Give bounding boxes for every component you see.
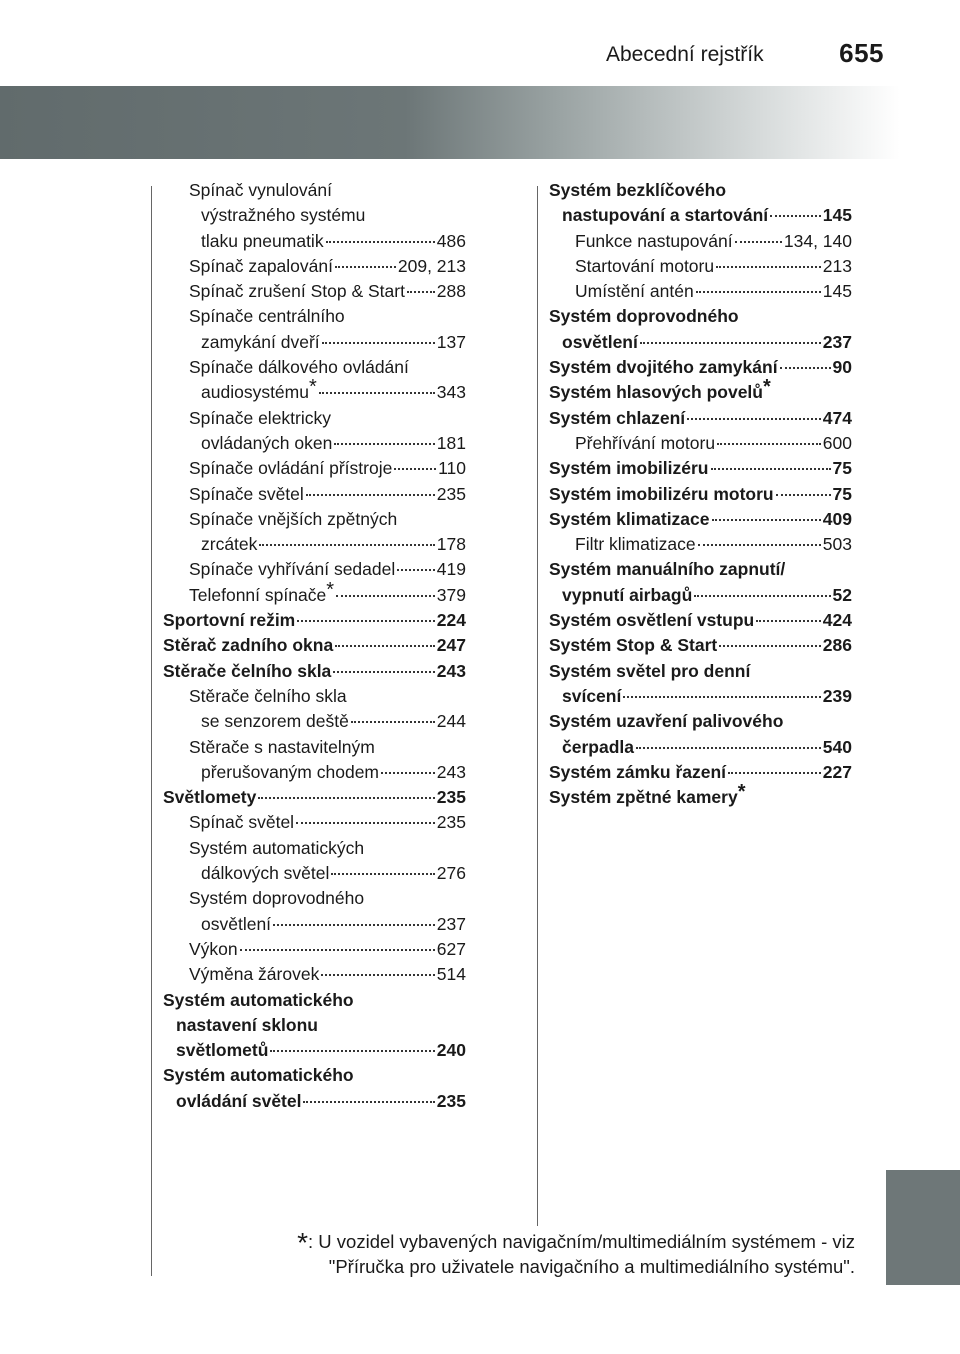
dot-leader xyxy=(240,949,435,951)
entry-term: Systém Stop & Start xyxy=(549,635,718,656)
page-reference[interactable]: 134, 140 xyxy=(783,230,852,251)
index-entry xyxy=(163,785,466,810)
index-entry xyxy=(549,304,852,355)
page-reference[interactable]: 379 xyxy=(436,584,466,605)
index-entry xyxy=(549,482,852,507)
index-entry xyxy=(549,557,852,608)
index-entry xyxy=(163,355,466,406)
page-reference[interactable]: 209, 213 xyxy=(397,255,466,276)
entry-term: Systém automatického xyxy=(163,1065,354,1086)
entry-term: Systém bezklíčového xyxy=(549,180,727,200)
index-entry xyxy=(163,608,466,633)
dot-leader xyxy=(716,266,821,268)
dot-leader xyxy=(258,797,434,799)
index-entry xyxy=(549,229,852,254)
index-entry xyxy=(549,659,852,710)
index-entry xyxy=(163,659,466,684)
page-reference[interactable]: 503 xyxy=(822,534,852,555)
entry-term: Spínače dálkového ovládání xyxy=(189,357,409,378)
page-reference[interactable]: 474 xyxy=(822,407,852,428)
dot-leader xyxy=(407,291,435,293)
page-reference[interactable]: 237 xyxy=(436,913,466,934)
entry-term: Systém imobilizéru motoru xyxy=(549,483,774,504)
dot-leader xyxy=(756,620,821,622)
index-entry xyxy=(163,962,466,987)
page-reference[interactable]: 224 xyxy=(436,610,466,631)
page-reference[interactable]: 227 xyxy=(822,761,852,782)
header-band xyxy=(0,86,900,159)
dot-leader xyxy=(334,443,434,445)
dot-leader xyxy=(687,418,821,420)
entry-term: svícení xyxy=(562,685,622,706)
entry-term: audiosystému* xyxy=(201,376,317,403)
index-entry xyxy=(163,836,466,887)
entry-term: výstražného systému xyxy=(201,205,366,226)
dot-leader xyxy=(623,696,820,698)
index-entry xyxy=(163,406,466,457)
entry-term: zamykání dveří xyxy=(201,331,320,352)
page-reference[interactable]: 288 xyxy=(436,281,466,302)
index-entry xyxy=(163,988,466,1064)
footnote-line-1: : U vozidel vybavených navigačním/multimediálním systémem - viz xyxy=(308,1231,855,1252)
entry-term: Funkce nastupování xyxy=(575,230,733,251)
entry-term: Spínače centrálního xyxy=(189,306,345,327)
dot-leader xyxy=(770,215,821,217)
column-divider xyxy=(537,186,538,1226)
index-entry xyxy=(549,532,852,557)
entry-term: ovládaných oken xyxy=(201,432,333,453)
entry-term: Systém automatického xyxy=(163,989,354,1010)
index-column-right xyxy=(549,178,852,810)
entry-term: se senzorem deště xyxy=(201,711,349,732)
dot-leader xyxy=(322,342,435,344)
entry-term: Systém uzavření palivového xyxy=(549,711,784,732)
entry-term: tlaku pneumatik xyxy=(201,230,324,251)
entry-term: Systém osvětlení vstupu xyxy=(549,610,755,631)
index-entry xyxy=(163,279,466,304)
dot-leader xyxy=(303,1101,434,1103)
page-reference[interactable]: 235 xyxy=(436,787,466,808)
entry-term: Spínače vyhřívání sedadel xyxy=(189,559,396,580)
entry-term: Spínač zapalování xyxy=(189,255,333,276)
dot-leader xyxy=(719,645,821,647)
index-entry xyxy=(549,760,852,785)
entry-term: Stěrače s nastavitelným xyxy=(189,736,375,757)
entry-term: Spínač vynulování xyxy=(189,180,333,200)
index-entry xyxy=(163,810,466,835)
asterisk-mark: * xyxy=(308,376,317,399)
index-entry xyxy=(163,507,466,558)
page-reference[interactable]: 75 xyxy=(832,483,852,504)
entry-term: osvětlení xyxy=(562,331,638,352)
dot-leader xyxy=(319,392,435,394)
entry-term: Spínače ovládání přístroje xyxy=(189,458,393,479)
dot-leader xyxy=(336,595,435,597)
entry-term: Umístění antén xyxy=(575,281,694,302)
dot-leader xyxy=(333,671,435,673)
dot-leader xyxy=(397,569,435,571)
entry-term: Spínače vnějších zpětných xyxy=(189,508,398,529)
page-reference[interactable]: 240 xyxy=(436,1040,466,1061)
entry-term: Spínač zrušení Stop & Start xyxy=(189,281,405,302)
dot-leader xyxy=(696,291,821,293)
dot-leader xyxy=(306,494,435,496)
entry-term: Systém doprovodného xyxy=(189,888,365,909)
entry-term: Stěrače čelního skla xyxy=(189,685,347,706)
entry-term: Systém automatických xyxy=(189,837,365,858)
index-entry xyxy=(549,178,852,229)
asterisk-mark: * xyxy=(326,578,334,601)
index-entry xyxy=(549,431,852,456)
entry-term: ovládání světel xyxy=(176,1090,302,1111)
dot-leader xyxy=(270,1050,434,1052)
entry-term: Systém doprovodného xyxy=(549,306,739,327)
dot-leader xyxy=(296,822,435,824)
index-entry xyxy=(549,633,852,658)
entry-term: Sportovní režim xyxy=(163,610,296,631)
dot-leader xyxy=(711,468,831,470)
page-reference[interactable]: 239 xyxy=(822,685,852,706)
entry-term: Světlomety xyxy=(163,787,257,808)
entry-term: Systém chlazení xyxy=(549,407,686,428)
dot-leader xyxy=(636,747,821,749)
dot-leader xyxy=(640,342,821,344)
entry-term: Přehřívání motoru xyxy=(575,432,716,453)
entry-term: přerušovaným chodem xyxy=(201,761,379,782)
page-reference[interactable]: 286 xyxy=(822,635,852,656)
page-reference[interactable]: 75 xyxy=(832,458,852,479)
page-reference[interactable]: 514 xyxy=(436,964,466,985)
page-reference[interactable]: 178 xyxy=(436,534,466,555)
dot-leader xyxy=(335,645,435,647)
index-entry xyxy=(163,254,466,279)
dot-leader xyxy=(717,443,821,445)
page-reference[interactable]: 235 xyxy=(436,483,466,504)
dot-leader xyxy=(776,494,831,496)
entry-term: Systém imobilizéru xyxy=(549,458,709,479)
entry-term: Systém manuálního zapnutí/ xyxy=(549,559,786,580)
dot-leader xyxy=(694,595,830,597)
index-column-left xyxy=(163,178,466,1114)
entry-term: zrcátek xyxy=(201,534,258,555)
page-reference[interactable]: 213 xyxy=(822,255,852,276)
index-entry xyxy=(549,507,852,532)
footnote-line-2: "Příručka pro uživatele navigačního a multimediálního systému". xyxy=(328,1256,855,1277)
dot-leader xyxy=(335,266,396,268)
page-reference[interactable]: 181 xyxy=(436,432,466,453)
entry-term: Stěrače čelního skla xyxy=(163,660,332,681)
entry-term: Filtr klimatizace xyxy=(575,534,696,555)
index-entry xyxy=(549,279,852,304)
page-reference[interactable]: 145 xyxy=(822,205,852,226)
footnote xyxy=(297,1226,855,1279)
index-entry xyxy=(163,937,466,962)
entry-term: vypnutí airbagů xyxy=(562,584,693,605)
entry-term: Systém hlasových povelů* xyxy=(549,376,771,403)
index-entry xyxy=(549,254,852,279)
entry-term: Systém klimatizace xyxy=(549,508,710,529)
dot-leader xyxy=(712,519,821,521)
index-entry xyxy=(163,178,466,254)
page-reference[interactable]: 244 xyxy=(436,711,466,732)
index-entry xyxy=(549,456,852,481)
index-entry xyxy=(163,456,466,481)
entry-term: Systém dvojitého zamykání xyxy=(549,357,778,378)
page-reference[interactable]: 243 xyxy=(436,761,466,782)
entry-term: Spínače elektricky xyxy=(189,407,332,428)
page-reference[interactable]: 600 xyxy=(822,432,852,453)
page-reference[interactable]: 52 xyxy=(832,584,852,605)
dot-leader xyxy=(394,468,436,470)
entry-term: Systém zámku řazení xyxy=(549,761,727,782)
index-entry xyxy=(163,557,466,582)
asterisk-mark: * xyxy=(762,376,771,399)
entry-term: Stěrač zadního okna xyxy=(163,635,334,656)
entry-term: čerpadla xyxy=(562,736,634,757)
dot-leader xyxy=(728,772,821,774)
entry-term: nastupování a startování xyxy=(562,205,769,226)
entry-term: Výkon xyxy=(189,938,238,959)
dot-leader xyxy=(351,721,435,723)
dot-leader xyxy=(331,873,434,875)
index-entry xyxy=(549,709,852,760)
entry-term: Telefonní spínače* xyxy=(189,578,334,605)
page-reference[interactable]: 137 xyxy=(436,331,466,352)
index-entry xyxy=(163,684,466,735)
index-entry xyxy=(549,406,852,431)
dot-leader xyxy=(297,620,435,622)
dot-leader xyxy=(381,772,435,774)
page-reference[interactable]: 237 xyxy=(822,331,852,352)
page-reference[interactable]: 409 xyxy=(822,508,852,529)
entry-term: Systém světel pro denní xyxy=(549,660,751,681)
page-reference[interactable]: 243 xyxy=(436,660,466,681)
page-reference[interactable]: 627 xyxy=(436,938,466,959)
index-entry xyxy=(163,735,466,786)
page-number: 655 xyxy=(839,38,884,68)
page-reference[interactable]: 145 xyxy=(822,281,852,302)
index-entry xyxy=(549,355,852,380)
dot-leader xyxy=(735,241,782,243)
footnote-marker: * xyxy=(297,1227,309,1258)
left-margin-rule xyxy=(151,186,152,1276)
index-entry xyxy=(163,482,466,507)
page-reference[interactable]: 343 xyxy=(436,382,466,403)
page-reference[interactable]: 424 xyxy=(822,610,852,631)
entry-term: osvětlení xyxy=(201,913,272,934)
index-entry xyxy=(163,633,466,658)
page-reference[interactable]: 235 xyxy=(436,1090,466,1111)
page-reference[interactable]: 90 xyxy=(832,357,852,378)
page-reference[interactable]: 247 xyxy=(436,635,466,656)
entry-term: Spínače světel xyxy=(189,483,304,504)
dot-leader xyxy=(273,924,435,926)
page-reference[interactable]: 276 xyxy=(436,863,466,884)
running-title: Abecední rejstřík xyxy=(606,43,764,66)
entry-term: Spínač světel xyxy=(189,812,295,833)
dot-leader xyxy=(780,367,831,369)
asterisk-mark: * xyxy=(737,781,746,804)
index-entry xyxy=(163,578,466,608)
index-entry xyxy=(163,886,466,937)
index-entry xyxy=(163,1063,466,1114)
index-entry xyxy=(549,781,852,810)
dot-leader xyxy=(259,544,434,546)
page-reference[interactable]: 540 xyxy=(822,736,852,757)
entry-term: světlometů xyxy=(176,1040,269,1061)
page-reference[interactable]: 419 xyxy=(436,559,466,580)
page-reference[interactable]: 110 xyxy=(438,458,466,479)
page-reference[interactable]: 235 xyxy=(436,812,466,833)
entry-term: dálkových světel xyxy=(201,863,330,884)
index-entry xyxy=(549,608,852,633)
page-reference[interactable]: 486 xyxy=(436,230,466,251)
entry-term: Systém zpětné kamery* xyxy=(549,781,746,808)
dot-leader xyxy=(321,974,434,976)
section-tab xyxy=(886,1170,960,1285)
entry-term: nastavení sklonu xyxy=(176,1014,318,1035)
index-entry xyxy=(549,376,852,405)
entry-term: Výměna žárovek xyxy=(189,964,320,985)
index-entry xyxy=(163,304,466,355)
entry-term: Startování motoru xyxy=(575,255,715,276)
dot-leader xyxy=(698,544,821,546)
dot-leader xyxy=(326,241,435,243)
